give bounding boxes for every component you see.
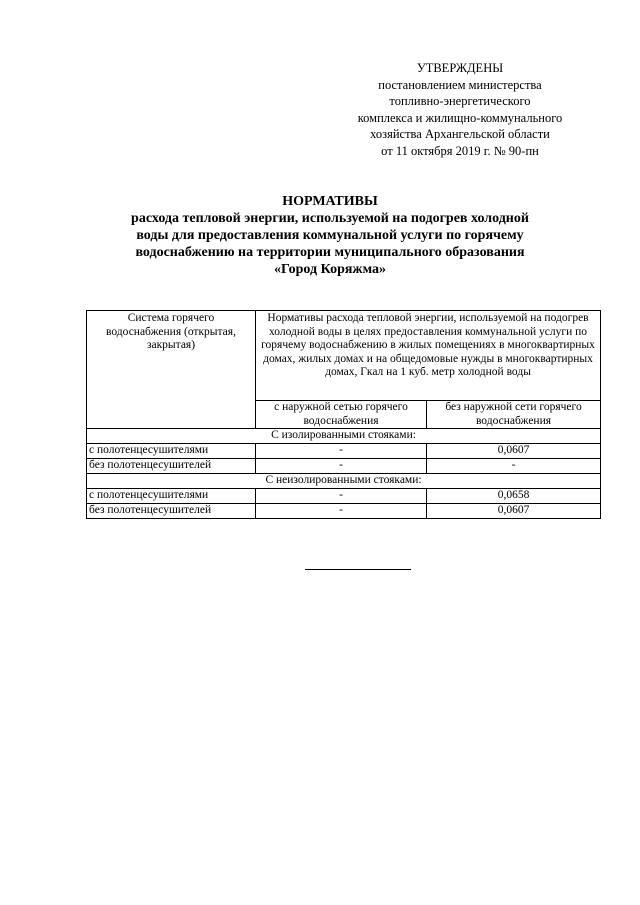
row-without-network-value: 0,0658	[427, 489, 601, 504]
table-row	[87, 489, 601, 504]
table-header-row	[87, 311, 601, 401]
header-with-network-cell: с наружной сетью горячего водоснабжения	[256, 401, 427, 429]
approval-line: хозяйства Архангельской области	[370, 127, 550, 141]
title-line: расхода тепловой энергии, используемой на подогрев холодной	[131, 211, 529, 226]
header-system-cell: Система горячего водоснабжения (открытая, закрытая)	[87, 311, 256, 429]
row-label: с полотенцесушителями	[87, 489, 256, 504]
section-row	[87, 474, 601, 489]
row-label: без полотенцесушителей	[87, 459, 256, 474]
approval-block	[340, 60, 580, 159]
document-title	[80, 193, 580, 278]
section-row	[87, 429, 601, 444]
table-row	[87, 504, 601, 519]
row-without-network-value: -	[427, 459, 601, 474]
title-heading: НОРМАТИВЫ	[282, 194, 378, 209]
title-line: водоснабжению на территории муниципального образования	[135, 245, 525, 260]
title-line: воды для предоставления коммунальной услуги по горячему	[136, 228, 524, 243]
approval-heading: УТВЕРЖДЕНЫ	[416, 61, 504, 75]
row-with-network-value: -	[256, 489, 427, 504]
norms-table	[86, 310, 601, 519]
row-with-network-value: -	[256, 459, 427, 474]
section-title-insulated: С изолированными стояками:	[87, 429, 601, 444]
table-row	[87, 459, 601, 474]
approval-date-line: от 11 октября 2019 г. № 90-пн	[381, 143, 539, 158]
approval-line: топливно-энергетического	[389, 94, 531, 108]
row-with-network-value: -	[256, 504, 427, 519]
row-label: без полотенцесушителей	[87, 504, 256, 519]
row-without-network-value: 0,0607	[427, 444, 601, 459]
title-line: «Город Коряжма»	[273, 262, 387, 277]
header-norms-cell: Нормативы расхода тепловой энергии, используемой на подогрев холодной воды в целях предоставления коммунальной услуги по горячему водоснабжению в жилых помещениях в многоквартирных домах, жилых домах и на общедомовые нужды в многоквартирных домах, Гкал на 1 куб. метр холодной воды	[256, 311, 601, 401]
end-divider	[305, 569, 411, 570]
section-title-uninsulated: С неизолированными стояками:	[87, 474, 601, 489]
row-with-network-value: -	[256, 444, 427, 459]
approval-line: комплекса и жилищно-коммунального	[357, 110, 563, 125]
row-label: с полотенцесушителями	[87, 444, 256, 459]
row-without-network-value: 0,0607	[427, 504, 601, 519]
header-without-network-cell: без наружной сети горячего водоснабжения	[427, 401, 601, 429]
approval-line: постановлением министерства	[378, 77, 542, 92]
table-row	[87, 444, 601, 459]
